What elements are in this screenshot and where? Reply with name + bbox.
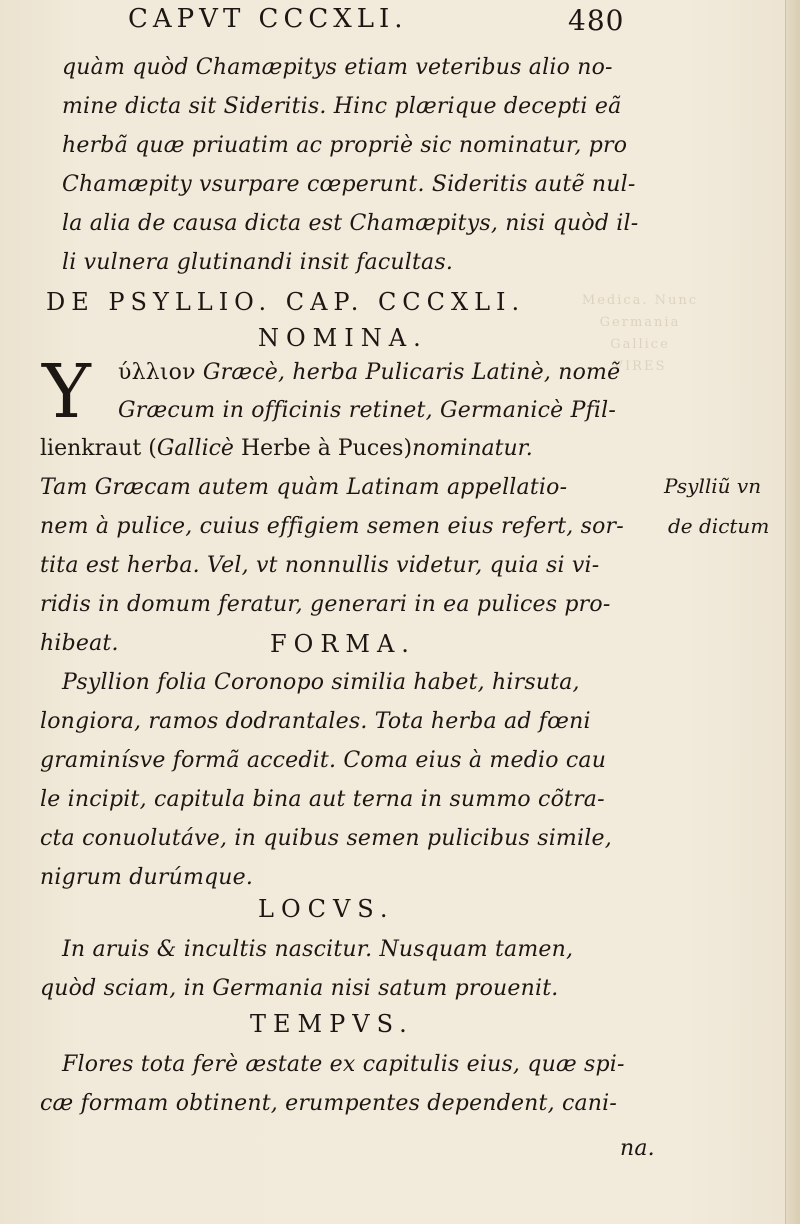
text-line: Chamæpity vsurpare cœperunt. Sideritis autẽ nul- [62,172,636,197]
text-line: graminísve formã accedit. Coma eius à medio cau [40,748,607,773]
bleed-line: Medica. Nunc [581,293,699,308]
catchword: na. [620,1136,655,1161]
section-heading-nomina: NOMINA. [258,324,428,352]
text-line: Tam Græcam autem quàm Latinam appellatio- [40,475,568,500]
text-span: nominatur. [412,436,533,461]
running-title: CAPVT CCCXLI. [128,4,408,34]
text-line: hibeat. [40,631,119,656]
greek-word: ύλλιον [118,360,196,385]
section-heading-tempus: TEMPVS. [250,1010,414,1038]
margin-note-line: Psylliũ vn [664,474,762,498]
text-line: li vulnera glutinandi insit facultas. [62,250,454,275]
text-line: le incipit, capitula bina aut terna in summo cõtra- [40,787,605,812]
text-line: quòd sciam, in Germania nisi satum prouenit. [40,976,559,1001]
text-line: longiora, ramos dodrantales. Tota herba ad fœni [40,709,591,734]
margin-note-line: de dictum [668,514,770,538]
text-line: nem à pulice, cuius effigiem semen eius refert, sor- [40,514,624,539]
text-line: cæ formam obtinent, erumpentes dependent, cani- [40,1091,618,1116]
bleed-line: Germania [599,315,681,330]
page-edge [785,0,800,1224]
text-span: Græcè, herba Pulicaris Latinè, nomẽ [195,360,621,385]
text-span: lienkraut ( [40,436,157,461]
page-number: 480 [568,4,625,37]
text-line: Psyllion folia Coronopo similia habet, hirsuta, [62,670,580,695]
text-line: quàm quòd Chamæpitys etiam veteribus alio no- [62,55,613,80]
chapter-heading: DE PSYLLIO. CAP. CCCXLI. [46,288,526,316]
text-line: Græcum in officinis retinet, Germanicè Pfil- [118,398,617,423]
text-line [40,436,533,461]
text-line: ridis in domum feratur, generari in ea pulices pro- [40,592,611,617]
section-heading-forma: FORMA. [270,630,416,658]
text-span: Gallicè [156,436,234,461]
text-line: herbã quæ priuatim ac propriè sic nominatur, pro [62,133,628,158]
text-line: cta conuolutáve, in quibus semen pulicibus simile, [40,826,612,851]
text-span: Herbe à Puces) [233,436,413,461]
text-line [118,360,620,385]
bleed-line: VIRES [613,359,667,374]
bleed-line: Gallice [610,337,670,352]
text-line: nigrum durúmque. [40,865,254,890]
text-line: In aruis & incultis nascitur. Nusquam tamen, [62,937,574,962]
drop-capital: Y [42,349,91,435]
section-heading-locus: LOCVS. [258,895,395,923]
text-line: la alia de causa dicta est Chamæpitys, nisi quòd il- [62,211,639,236]
text-line: mine dicta sit Sideritis. Hinc plærique decepti eã [62,94,622,119]
text-line: tita est herba. Vel, vt nonnullis videtur, quia si vi- [40,553,600,578]
text-line: Flores tota ferè æstate ex capitulis eius, quæ spi- [62,1052,625,1077]
